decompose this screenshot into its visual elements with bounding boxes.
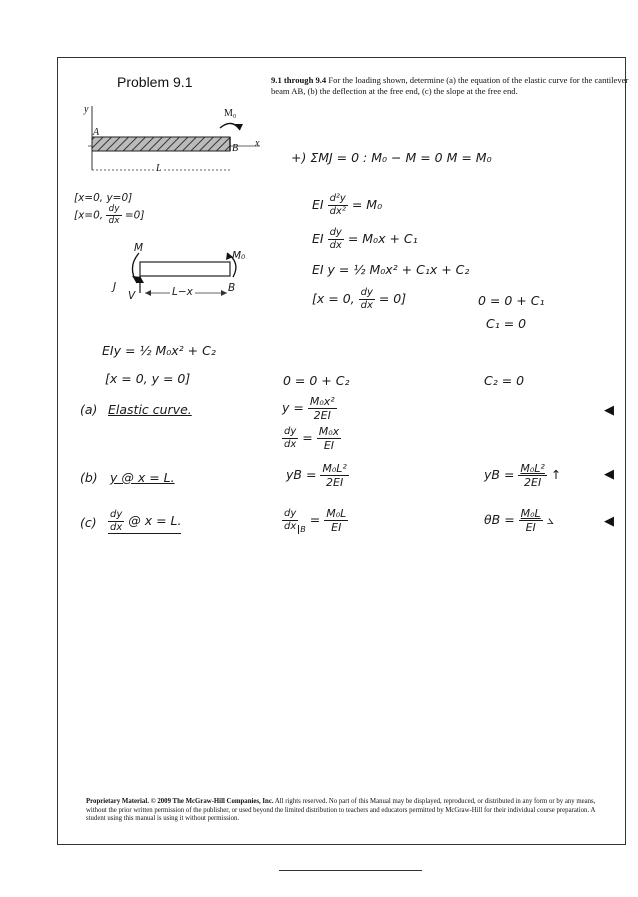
ei-second-derivative: EI $\frac{\text{d²y}}{\text{dx²}}$ = M₀ [312,193,383,217]
moment-equilibrium: +) ΣMJ = 0 : M₀ − M = 0 M = M₀ [291,150,492,165]
fbd-m-label: M [134,242,144,254]
c1-equation: 0 = 0 + C₁ [478,293,545,308]
answer-b-result: yB = $\frac{\text{M₀L²}}{2EI}$ ↑ [484,462,562,489]
beam-figure [80,100,270,180]
fbd-j-label: J [113,281,117,293]
y-axis-label: y [84,104,89,115]
copyright-footer [86,798,616,824]
answer-a-slope: $\frac{dy}{dx}$ = $\frac{\text{M₀x}}{EI}$ [284,425,340,452]
answer-c-marker-icon: ◀ [604,514,614,529]
fbd-v-label: V [128,290,136,302]
point-b-label: B [232,143,239,154]
x-axis-label: x [255,138,260,149]
c2-equation: 0 = 0 + C₂ [283,373,350,388]
answer-c-text: $\frac{dy}{dx}$ @ x = L. [110,509,182,533]
answer-c-label: (c) [80,515,97,530]
moment-label: M₀ [224,108,237,119]
problem-range: 9.1 through 9.4 [271,75,327,85]
answer-b-marker-icon: ◀ [604,467,614,482]
answer-a-label: (a) [80,402,98,417]
answer-a-marker-icon: ◀ [604,403,614,418]
fbd-b-label: B [228,282,236,294]
fbd-beam [140,262,230,276]
beam-body [92,137,230,151]
bc-slope: [x = 0, $\frac{dy}{dx}$ = 0] [312,287,407,311]
bc-deflection: [x = 0, y = 0] [105,371,191,386]
bc-line-1: [x=0, y=0] [74,192,133,204]
copyright-text: All rights reserved. No part of this Manual may be displayed, reproduced, or distributed in any form or by any means, without the prior written permission of the publisher, or used beyond the limited distribution to teachers and educators permitted by McGraw-Hill for their individual course preparation. A student using this manual is using it without permission. [86,798,596,823]
problem-text: For the loading shown, determine (a) the equation of the elastic curve for the cantilever beam AB, (b) the deflection at the free end, (c) the slope at the free end. [271,75,629,96]
point-a-label: A [93,127,100,138]
bc-line-2: [x=0, $\frac{dy}{dx}$ =0] [74,204,145,226]
ei-deflection-reduced: EIy = ½ M₀x² + C₂ [102,343,216,358]
answer-c-result: θB = $\frac{\text{M₀L}}{EI}$ ⦣ [484,507,554,534]
c2-value: C₂ = 0 [484,373,525,388]
fbd-length-label: L−x [172,286,193,298]
problem-title: Problem 9.1 [117,74,193,90]
answer-c-slope: $\frac{dy}{dx}$ $_B$ = $\frac{\text{M₀L}}{EI}$ [284,507,347,534]
answer-b-deflection: yB = $\frac{\text{M₀L²}}{2EI}$ [286,462,347,489]
copyright-bold: Proprietary Material. © 2009 The McGraw-Hill Companies, Inc. [86,798,274,805]
length-label: L [156,163,162,174]
answer-a-curve: y = $\frac{\text{M₀x²}}{2EI}$ [282,395,335,422]
fbd-m0-label: M₀ [232,250,246,262]
problem-statement [271,75,631,96]
c1-value: C₁ = 0 [486,316,527,331]
answer-a-text: Elastic curve. [108,402,192,417]
bottom-rule [279,870,422,871]
ei-deflection: EI y = ½ M₀x² + C₁x + C₂ [312,262,470,277]
answer-b-label: (b) [80,470,98,485]
answer-b-text: y @ x = L. [110,470,175,485]
bc-fraction: $\frac{dy}{dx}$ [108,204,120,226]
ei-first-derivative: EI $\frac{dy}{dx}$ = M₀x + C₁ [312,227,418,251]
